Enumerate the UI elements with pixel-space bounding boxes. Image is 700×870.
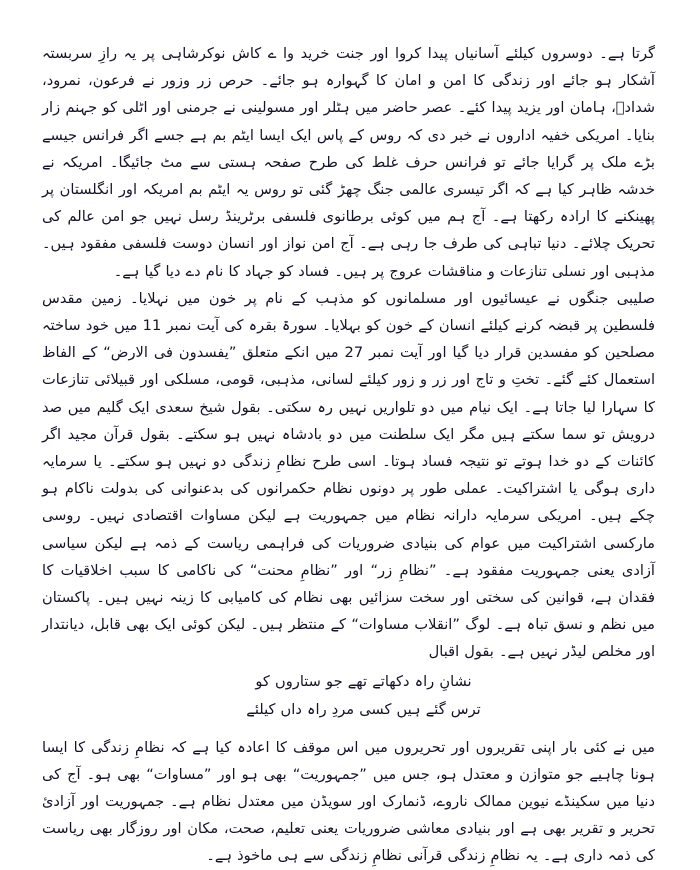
verse-line-1: نشانِ راہ دکھاتے تھے جو ستاروں کو	[255, 672, 472, 690]
document-body	[42, 40, 655, 870]
closing-paragraph: میں نے کئی بار اپنی تقریروں اور تحریروں میں اس موقف کا اعادہ کیا ہے کہ نظامِ زندگی کا ایسا ہونا چاہیے جو متوازن و معتدل ہو، جس میں ”جمہوریت“ بھی ہو اور ”مساوات“ بھی ہو۔ آج کی دنیا میں سکینڈے نیوین ممالک ناروے، ڈنمارک اور سویڈن میں معتدل نظام ہے۔ جمہوریت اور آزادیٔ تحریر و تقریر بھی ہے اور بنیادی معاشی ضروریات یعنی تعلیم، صحت، مکان اور روزگار بھی ریاست کی ذمہ داری ہے۔ یہ نظامِ زندگی قرآنی نظامِ زندگی سے ہی ماخوذ ہے۔	[42, 738, 655, 865]
spacer	[42, 726, 655, 734]
verse-line-2: ترس گئے ہیں کسی مردِ راہ داں کیلئے	[246, 700, 481, 718]
paragraph-2: صلیبی جنگوں نے عیسائیوں اور مسلمانوں کو مذہب کے نام پر خون میں نہلایا۔ زمین مقدس فلسطین پر قبضہ کرنے کیلئے انسان کے خون کو بہلایا۔ سورۃ بقرہ کی آیت نمبر 11 میں خود ساختہ مصلحین کو مفسدین قرار دیا گیا اور آیت نمبر 27 میں انکے متعلق ”یفسدون فی الارض“ کے الفاظ استعمال کئے گئے۔ تختِ و تاج اور زر و زور کیلئے لسانی، مذہبی، قومی، مسلکی اور قبیلائی تنازعات کا سہارا لیا جاتا ہے۔ ایک نیام میں دو تلواریں نہیں رہ سکتی۔ بقول شیخ سعدی ایک گلیم میں صد درویش تو سما سکتے ہیں مگر ایک سلطنت میں دو بادشاہ نہیں ہو سکتے۔ بقول قرآن مجید اگر کائنات کے دو خدا ہوتے تو نتیجہ فساد ہوتا۔ اسی طرح نظامِ زندگی دو نہیں ہو سکتے۔ یا سرمایہ داری ہوگی یا اشتراکیت۔ عملی طور پر دونوں نظام حکمرانوں کی بدعنوانی کی بدولت ناکام ہو چکے ہیں۔ امریکی سرمایہ دارانہ نظام میں جمہوریت ہے لیکن مساوات اقتصادی نہیں۔ روسی مارکسی اشتراکیت میں عوام کی بنیادی ضروریات کی فراہمی ریاست کے ذمہ ہے لیکن سیاسی آزادی یعنی جمہوریت مفقود ہے۔ ”نظامِ زر“ اور ”نظامِ محنت“ کی ناکامی کا سبب اخلاقیات کا فقدان ہے، قوانین کی سختی اور سخت سزائیں بھی نظام کی کامیابی کا زینہ نہیں ہیں۔ پاکستان میں نظم و نسق تباہ ہے۔ لوگ ”انقلاب مساوات“ کے منتظر ہیں۔ لیکن کوئی ایک بھی قابل، دیانتدار اور مخلص لیڈر نہیں ہے۔ بقول اقبال	[42, 289, 655, 661]
poetry-block	[42, 666, 655, 726]
paragraph-1: گرتا ہے۔ دوسروں کیلئے آسانیاں پیدا کروا اور جنت خرید وا ے کاش نوکرشاہی پر یہ رازِ سربستہ آشکار ہو جائے اور زندگی کا امن و امان کا گہوارہ ہو جائے۔ حرص زر وزور نے فرعون، نمرود، شدادؒ، ہامان اور یزید پیدا کئے۔ عصر حاضر میں ہٹلر اور مسولینی نے جرمنی اور اٹلی کو جہنم زار بنایا۔ امریکی خفیہ اداروں نے خبر دی کہ روس کے پاس ایک ایسا ایٹم بم ہے جسے اگر فرانس جیسے بڑے ملک پر گرایا جائے تو فرانس حرف غلط کی طرح صفحہ ہستی سے مٹ جائیگا۔ امریکہ نے خدشہ ظاہر کیا ہے کہ اگر تیسری عالمی جنگ چھڑ گئی تو روس یہ ایٹم بم امریکہ اور انگلستان پر پھینکنے کا ارادہ رکھتا ہے۔ آج ہم میں کوئی برطانوی فلسفی برٹرینڈ رسل نہیں جو امن عالم کی تحریک چلائے۔ دنیا تباہی کی طرف جا رہی ہے۔ آج امن نواز اور انسان دوست فلسفی مفقود ہیں۔ مذہبی اور نسلی تنازعات و مناقشات عروج پر ہیں۔ فساد کو جہاد کا نام دے دیا گیا ہے۔	[42, 45, 655, 280]
